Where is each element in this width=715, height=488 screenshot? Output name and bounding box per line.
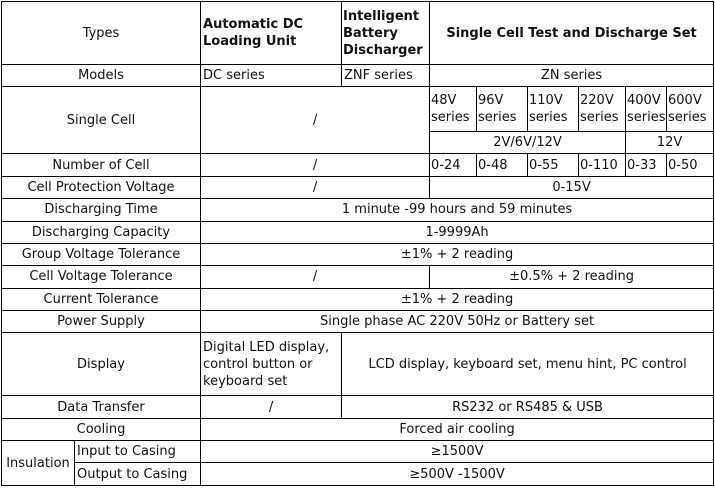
discharging-time-label: Discharging Time <box>2 199 201 221</box>
current-tolerance-label: Current Tolerance <box>2 288 201 310</box>
models-row <box>2 65 714 87</box>
cell-voltage-tolerance-zn: ±0.5% + 2 reading <box>430 266 714 288</box>
dc-unit-header: Automatic DC Loading Unit <box>201 2 342 65</box>
cooling-row <box>2 418 714 440</box>
cell-voltage-tolerance-dc-znf: / <box>201 266 430 288</box>
data-transfer-label: Data Transfer <box>2 396 201 418</box>
current-tolerance-row <box>2 288 714 310</box>
series-48v: 48V series <box>430 87 477 132</box>
insulation-label: Insulation <box>2 441 75 486</box>
group-voltage-tolerance-value: ±1% + 2 reading <box>201 243 714 265</box>
current-tolerance-value: ±1% + 2 reading <box>201 288 714 310</box>
discharging-capacity-row <box>2 221 714 243</box>
data-transfer-znf-zn: RS232 or RS485 & USB <box>342 396 714 418</box>
cells-48v: 0-24 <box>430 154 477 176</box>
models-label: Models <box>2 65 201 87</box>
series-600v: 600V series <box>667 87 714 132</box>
models-zn: ZN series <box>430 65 714 87</box>
display-znf-zn: LCD display, keyboard set, menu hint, PC control <box>342 333 714 396</box>
single-cell-series-row <box>2 87 714 132</box>
discharging-time-value: 1 minute -99 hours and 59 minutes <box>201 199 714 221</box>
number-of-cell-row <box>2 154 714 176</box>
series-96v: 96V series <box>477 87 528 132</box>
znf-discharger-header: Intelligent Battery Discharger <box>342 2 430 65</box>
display-label: Display <box>2 333 201 396</box>
group-voltage-tolerance-label: Group Voltage Tolerance <box>2 243 201 265</box>
cells-400v: 0-33 <box>626 154 667 176</box>
cells-220v: 0-110 <box>579 154 626 176</box>
cell-voltage-tolerance-row <box>2 266 714 288</box>
input-to-casing-value: ≥1500V <box>201 441 714 463</box>
cell-protection-voltage-zn: 0-15V <box>430 176 714 198</box>
zn-set-header: Single Cell Test and Discharge Set <box>430 2 714 65</box>
cell-voltage-tolerance-label: Cell Voltage Tolerance <box>2 266 201 288</box>
insulation-output-row <box>2 463 714 486</box>
output-to-casing-value: ≥500V -1500V <box>201 463 714 486</box>
power-supply-row <box>2 311 714 333</box>
cell-protection-voltage-dc-znf: / <box>201 176 430 198</box>
discharging-capacity-label: Discharging Capacity <box>2 221 201 243</box>
cooling-value: Forced air cooling <box>201 418 714 440</box>
single-cell-label: Single Cell <box>2 87 201 154</box>
discharging-time-row <box>2 199 714 221</box>
series-110v: 110V series <box>528 87 579 132</box>
discharging-capacity-value: 1-9999Ah <box>201 221 714 243</box>
power-supply-value: Single phase AC 220V 50Hz or Battery set <box>201 311 714 333</box>
cell-protection-voltage-row <box>2 176 714 198</box>
display-row <box>2 333 714 396</box>
power-supply-label: Power Supply <box>2 311 201 333</box>
series-400v: 400V series <box>626 87 667 132</box>
number-of-cell-dc-znf: / <box>201 154 430 176</box>
insulation-input-row <box>2 441 714 463</box>
cells-110v: 0-55 <box>528 154 579 176</box>
group-voltage-tolerance-row <box>2 243 714 265</box>
models-dc: DC series <box>201 65 342 87</box>
cells-600v: 0-50 <box>667 154 714 176</box>
models-znf: ZNF series <box>342 65 430 87</box>
specification-table <box>1 1 714 486</box>
cooling-label: Cooling <box>2 418 201 440</box>
cell-protection-voltage-label: Cell Protection Voltage <box>2 176 201 198</box>
single-cell-dc-znf: / <box>201 87 430 154</box>
data-transfer-dc: / <box>201 396 342 418</box>
series-220v: 220V series <box>579 87 626 132</box>
display-dc: Digital LED display, control button or keyboard set <box>201 333 342 396</box>
voltage-low-series: 2V/6V/12V <box>430 132 626 154</box>
types-header: Types <box>2 2 201 65</box>
input-to-casing-label: Input to Casing <box>75 441 201 463</box>
output-to-casing-label: Output to Casing <box>75 463 201 486</box>
voltage-high-series: 12V <box>626 132 714 154</box>
header-row <box>2 2 714 65</box>
number-of-cell-label: Number of Cell <box>2 154 201 176</box>
cells-96v: 0-48 <box>477 154 528 176</box>
data-transfer-row <box>2 396 714 418</box>
